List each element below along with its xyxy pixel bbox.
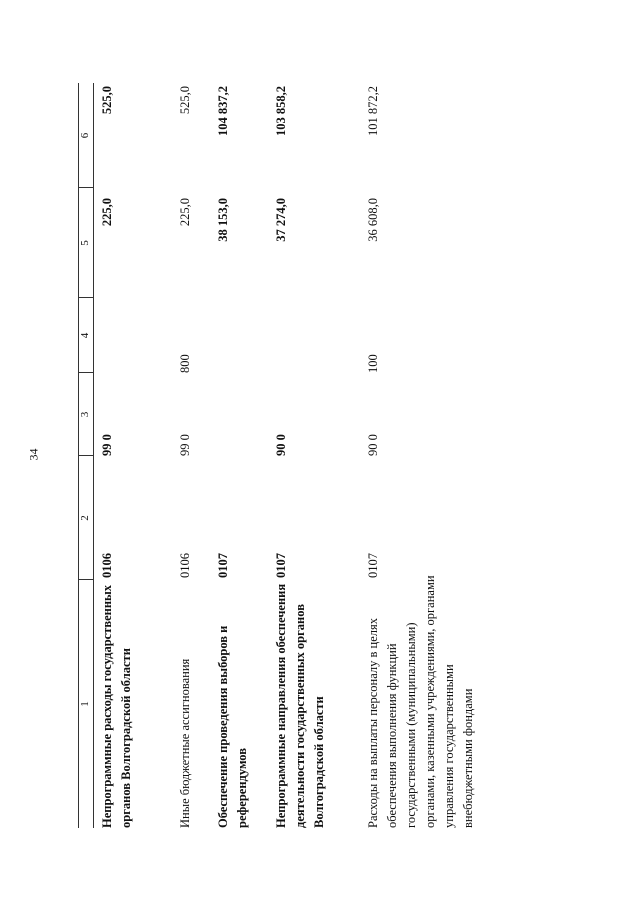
row-target: 90 0 [274,434,288,456]
row-name: Непрограммные расходы государственных органов Волгоградской области [100,584,133,828]
row-value-6: 103 858,2 [274,86,288,136]
row-value-5: 225,0 [178,198,192,227]
column-header: 4 [79,332,91,339]
row-value-5: 225,0 [100,198,114,227]
row-value-6: 101 872,2 [366,86,380,136]
row-code: 0107 [274,553,288,578]
row-code: 0106 [178,553,192,578]
row-type: 800 [178,354,192,373]
rotated-table-page [68,83,588,828]
row-code: 0107 [366,553,380,578]
row-name: Иные бюджетные ассигнования [178,658,192,828]
column-header: 3 [79,411,91,418]
column-header: 1 [79,701,91,707]
column-header: 6 [79,132,91,139]
row-code: 0107 [216,553,230,578]
row-name: Непрограммные направления обеспечения деятельности государственных органов Волгоградской области [274,583,326,828]
row-target: 90 0 [366,434,380,456]
column-header: 2 [79,515,91,521]
row-code: 0106 [100,553,114,578]
budget-table [68,83,588,828]
header-bottom-border [93,83,94,828]
row-value-5: 36 608,0 [366,198,380,242]
page-number: 34 [26,448,41,461]
row-value-5: 37 274,0 [274,198,288,242]
row-name: Расходы на выплаты персоналу в целях обеспечения выполнения функций государственными (муниципальными) органами, казенными учреждениями, органами управления государственными внебюджетными фондами [366,575,475,828]
row-target: 99 0 [100,434,114,456]
row-type: 100 [366,354,380,373]
row-name: Обеспечение проведения выборов и референдумов [216,625,249,828]
row-value-6: 104 837,2 [216,86,230,136]
column-header: 5 [79,240,91,246]
row-value-6: 525,0 [178,86,192,115]
row-value-5: 38 153,0 [216,198,230,242]
row-target: 99 0 [178,434,192,456]
row-value-6: 525,0 [100,86,114,115]
